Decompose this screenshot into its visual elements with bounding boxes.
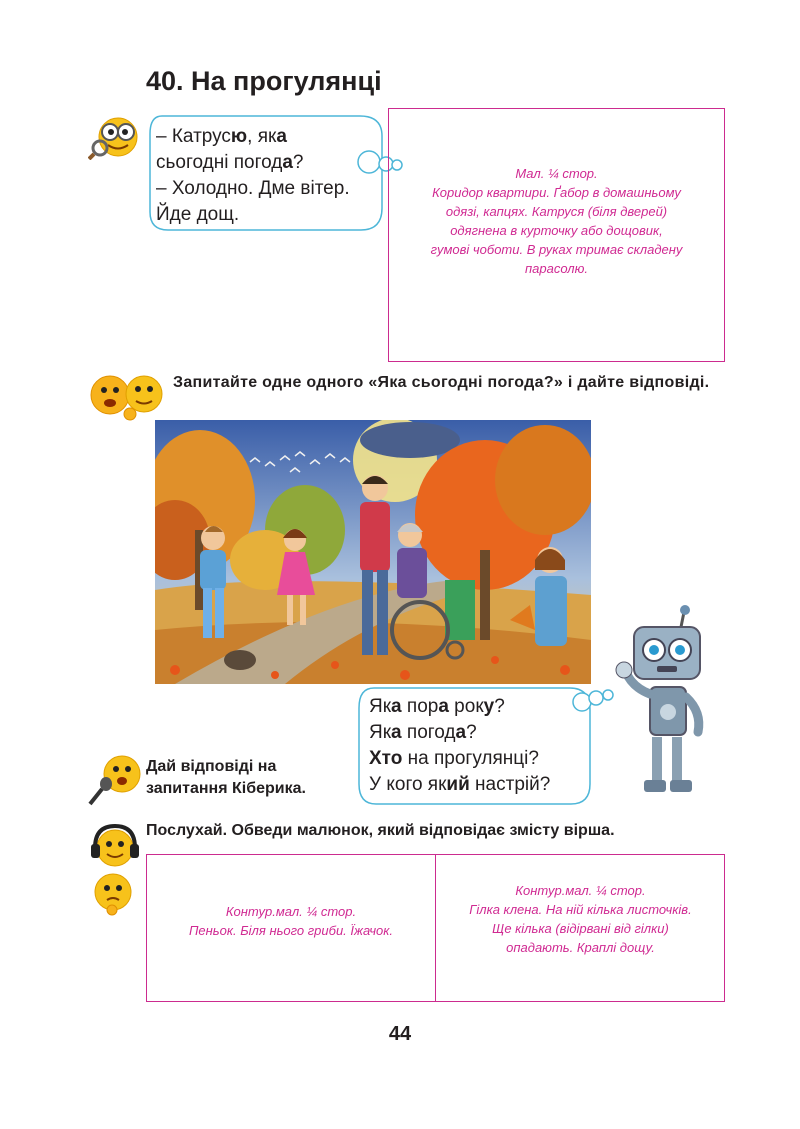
dialog-line-2: сьогодні погода? [156,152,304,173]
picture-placeholder-left[interactable]: Контур.мал. ¼ стор. Пеньок. Біля нього гриби. Їжачок. [188,904,394,938]
task1-instruction: Запитайте одне одного «Яка сьогодні погода?» і дайте відповіді. [173,374,710,391]
robot-questions [369,694,599,798]
page-number: 44 [388,1023,412,1045]
smiley-thinking-icon [88,870,138,920]
smiley-magnifier-icon [88,110,144,160]
dialog-line-3: – Холодно. Дме вітер. [156,178,350,199]
robot-question-3: Хто на прогулянці? [369,748,539,769]
lesson-title: 40. На прогулянці [146,66,382,96]
smiley-headphones-icon [88,822,142,870]
dialog-line-4: Йде дощ. [156,204,240,225]
robot-kiberyk-icon [612,602,712,802]
robot-question-4: У кого який настрій? [369,774,551,795]
smiley-microphone-icon [86,752,144,808]
robot-question-2: Яка погода? [369,722,477,743]
dialog-text [156,124,396,228]
two-smileys-talking-icon [88,370,168,424]
task3-instruction: Послухай. Обведи малюнок, який відповідає змісту вірша. [146,822,615,839]
answer-choices-frame [146,854,725,1002]
task2-instruction: Дай відповіді на запитання Кіберика. [146,758,306,797]
autumn-park-illustration [155,420,591,684]
picture-placeholder-right[interactable]: Контур.мал. ¼ стор. Гілка клена. На ній кілька листочків. Ще кілька (відірвані від гілки) опадають. Краплі дощу. [469,883,692,955]
picture-placeholder-top [388,108,725,362]
robot-question-1: Яка пора року? [369,696,505,717]
dialog-line-1: – Катрусю, яка [156,126,287,147]
placeholder-top-caption: Мал. ¼ стор. Коридор квартири. Ґабор в домашньому одязі, капцях. Катруся (біля дверей) одягнена в курточку або дощовик, гумові чоботи. В руках тримає складену парасолю. [430,166,683,276]
